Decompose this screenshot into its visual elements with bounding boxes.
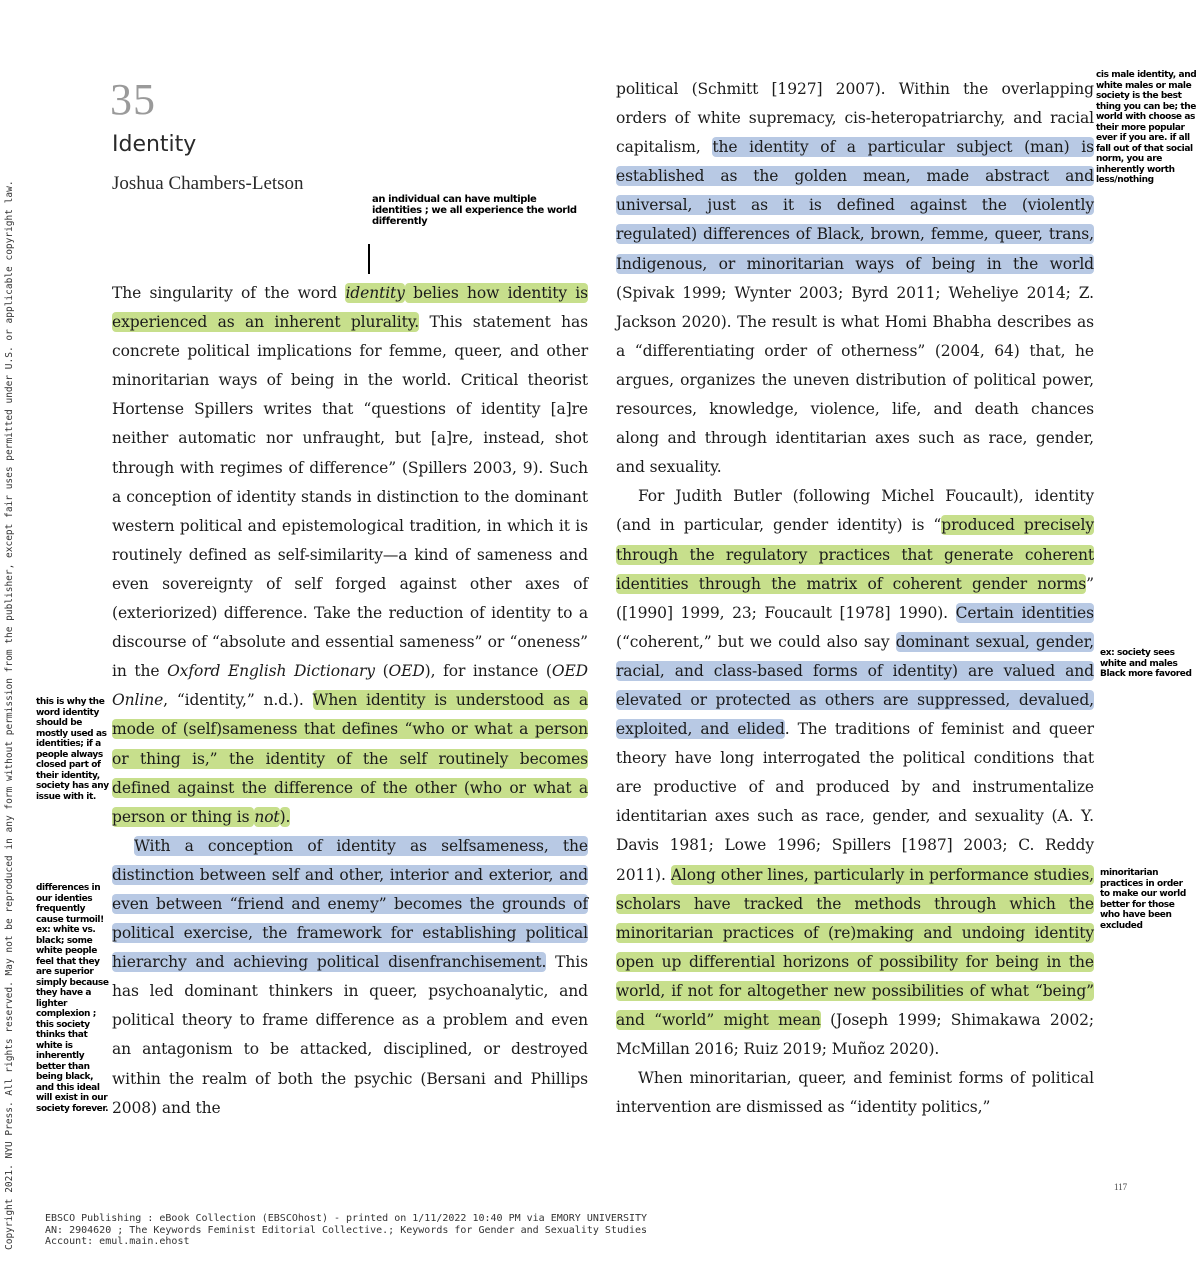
annotation-right-1: cis male identity, and white males or male society is the best thing you can be; the world with choose as their more popular ever if you are. if all fall out of that social norm, you are inherently worth less/nothing bbox=[1096, 70, 1197, 185]
highlight-green: Along other lines, particularly in performance studies, scholars have tracked the methods through which the minoritarian practices of (re)making and undoing identity open up differential horizons of possibility for being in the world, if not for altogether new possibilities of what “being” and “world” might mean bbox=[616, 865, 1094, 1029]
highlight-blue: the identity of a particular subject (man) is established as the golden mean, made abstract and universal, just as it is defined against the (violently regulated) differences of Black, brown, femme, queer, trans, Indigenous, or minoritarian ways of being in the world bbox=[616, 138, 1094, 273]
highlight-green: ). bbox=[279, 807, 291, 826]
footer-line-1: EBSCO Publishing : eBook Collection (EBSCOhost) - printed on 1/11/2022 10:40 PM via EMORY UNIVERSITY bbox=[45, 1213, 648, 1224]
text-run: Oxford English Dictionary bbox=[167, 662, 375, 681]
right-column bbox=[616, 75, 1094, 1122]
right-paragraph-3 bbox=[616, 1064, 1094, 1122]
side-copyright-notice: Copyright 2021. NYU Press. All rights reserved. May not be reproduced in any form without permission from the publisher, except fair uses permitted under U.S. or applicable copyright law. bbox=[4, 180, 15, 1250]
chapter-title: Identity bbox=[112, 132, 197, 157]
text-run: ( bbox=[374, 662, 389, 681]
text-run: (“coherent,” but we could also say bbox=[616, 632, 896, 651]
annotation-pointer-line bbox=[368, 244, 370, 274]
highlight-blue: Certain identities bbox=[955, 603, 1094, 622]
highlight-blue: dominant sexual, gender, racial, and class-based forms of identity) are valued and elevated or protected as others are suppressed, devalued, exploited, and elided bbox=[616, 632, 1094, 739]
annotation-top: an individual can have multiple identities ; we all experience the world differently bbox=[372, 194, 577, 227]
annotation-right-2: ex: society sees white and males Black more favored bbox=[1100, 648, 1192, 679]
text-run: ” ([1990] 1999, 23; Foucault [1978] 1990). bbox=[616, 574, 1094, 622]
text-run: This has led dominant thinkers in queer, psychoanalytic, and political theory to frame difference as a problem and even an antagonism to be attacked, disciplined, or destroyed within the realm of both the psychic (Bersani and Phillips 2008) and the bbox=[112, 953, 588, 1117]
text-run: When minoritarian, queer, and feminist forms of political intervention are dismissed as “identity politics,” bbox=[616, 1069, 1094, 1117]
left-paragraph-1 bbox=[112, 279, 588, 832]
right-paragraph-2 bbox=[616, 482, 1094, 1064]
left-paragraph-2 bbox=[112, 832, 588, 1123]
text-run: OED Online bbox=[112, 662, 589, 710]
text-run: This statement has concrete political implications for femme, queer, and other minoritarian ways of being in the world. Critical theorist Hortense Spillers writes that “questions of identity [a]re neither automatic nor unfraught, but [a]re, instead, shot through with regimes of difference” (Spillers 2003, 9). Such a conception of identity stands in distinction to the dominant western political and epistemological tradition, in which it is routinely defined as self-similarity—a kind of sameness and even sovereignty of self forged against other axes of (exteriorized) difference. Take the reduction of identity to a discourse of “absolute and essential sameness” or “oneness” in the bbox=[112, 313, 589, 681]
chapter-author: Joshua Chambers-Letson bbox=[112, 173, 304, 194]
annotation-left-1: this is why the word identity should be mostly used as identities; if a people always closed part of their identity, society has any issue with it. bbox=[36, 697, 109, 802]
left-column bbox=[112, 279, 588, 1123]
highlight-green: belies how identity is experienced as an inherent plurality. bbox=[112, 284, 588, 332]
footer bbox=[45, 1213, 647, 1248]
footer-line-2: AN: 2904620 ; The Keywords Feminist Editorial Collective.; Keywords for Gender and Sexuality Studies bbox=[45, 1224, 648, 1236]
highlight-green: not bbox=[254, 807, 280, 826]
footer-line-3: Account: emul.main.ehost bbox=[45, 1236, 190, 1247]
chapter-number: 35 bbox=[110, 75, 156, 124]
text-run: ), for instance ( bbox=[424, 662, 552, 681]
text-run: For Judith Butler (following Michel Foucault), identity (and in particular, gender identity) is “ bbox=[616, 487, 1094, 535]
annotation-right-3: minoritarian practices in order to make our world better for those who have been excluded bbox=[1100, 868, 1186, 931]
highlight-green: When identity is understood as a mode of (self)sameness that defines “who or what a person or thing is,” the identity of the self routinely becomes defined against the difference of the other (who or what a person or thing is bbox=[112, 691, 588, 826]
text-run: . The traditions of feminist and queer theory have long interrogated the political conditions that are productive of and produced by and instrumentalize identitarian axes such as race, gender, and sexuality (A. Y. Davis 1981; Lowe 1996; Spillers [1987] 2003; C. Reddy 2011). bbox=[616, 720, 1094, 884]
highlight-blue: With a conception of identity as selfsameness, the distinction between self and other, interior and exterior, and even between “friend and enemy” becomes the grounds of political exercise, the framework for establishing political hierarchy and achieving political disenfranchisement. bbox=[112, 836, 588, 972]
annotation-left-2: differences in our identies frequently cause turmoil! ex: white vs. black; some white people feel that they are superior simply because they have a lighter complexion ; this society thinks that white is inherently better than being black, and this ideal will exist in our society forever. bbox=[36, 883, 109, 1114]
page-number: 117 bbox=[1114, 1182, 1128, 1192]
right-paragraph-1 bbox=[616, 75, 1094, 482]
text-run: (Spivak 1999; Wynter 2003; Byrd 2011; Weheliye 2014; Z. Jackson 2020). The result is what Homi Bhabha describes as a “differentiating order of otherness” (2004, 64) that, he argues, organizes the uneven distribution of political power, resources, knowledge, violence, life, and death chances along and through identitarian axes such as race, gender, and sexuality. bbox=[616, 283, 1094, 477]
text-run: (Joseph 1999; Shimakawa 2002; McMillan 2016; Ruiz 2019; Muñoz 2020). bbox=[616, 1011, 1094, 1059]
highlight-green: identity bbox=[345, 284, 405, 302]
text-run: OED bbox=[388, 662, 425, 681]
text-run: political (Schmitt [1927] 2007). Within the overlapping orders of white supremacy, cis-heteropatriarchy, and racial capitalism, bbox=[616, 80, 1094, 157]
text-run: , “identity,” n.d.). bbox=[163, 691, 313, 710]
highlight-green: produced precisely through the regulatory practices that generate coherent identities through the matrix of coherent gender norms bbox=[616, 516, 1094, 593]
text-run: The singularity of the word bbox=[112, 284, 346, 302]
